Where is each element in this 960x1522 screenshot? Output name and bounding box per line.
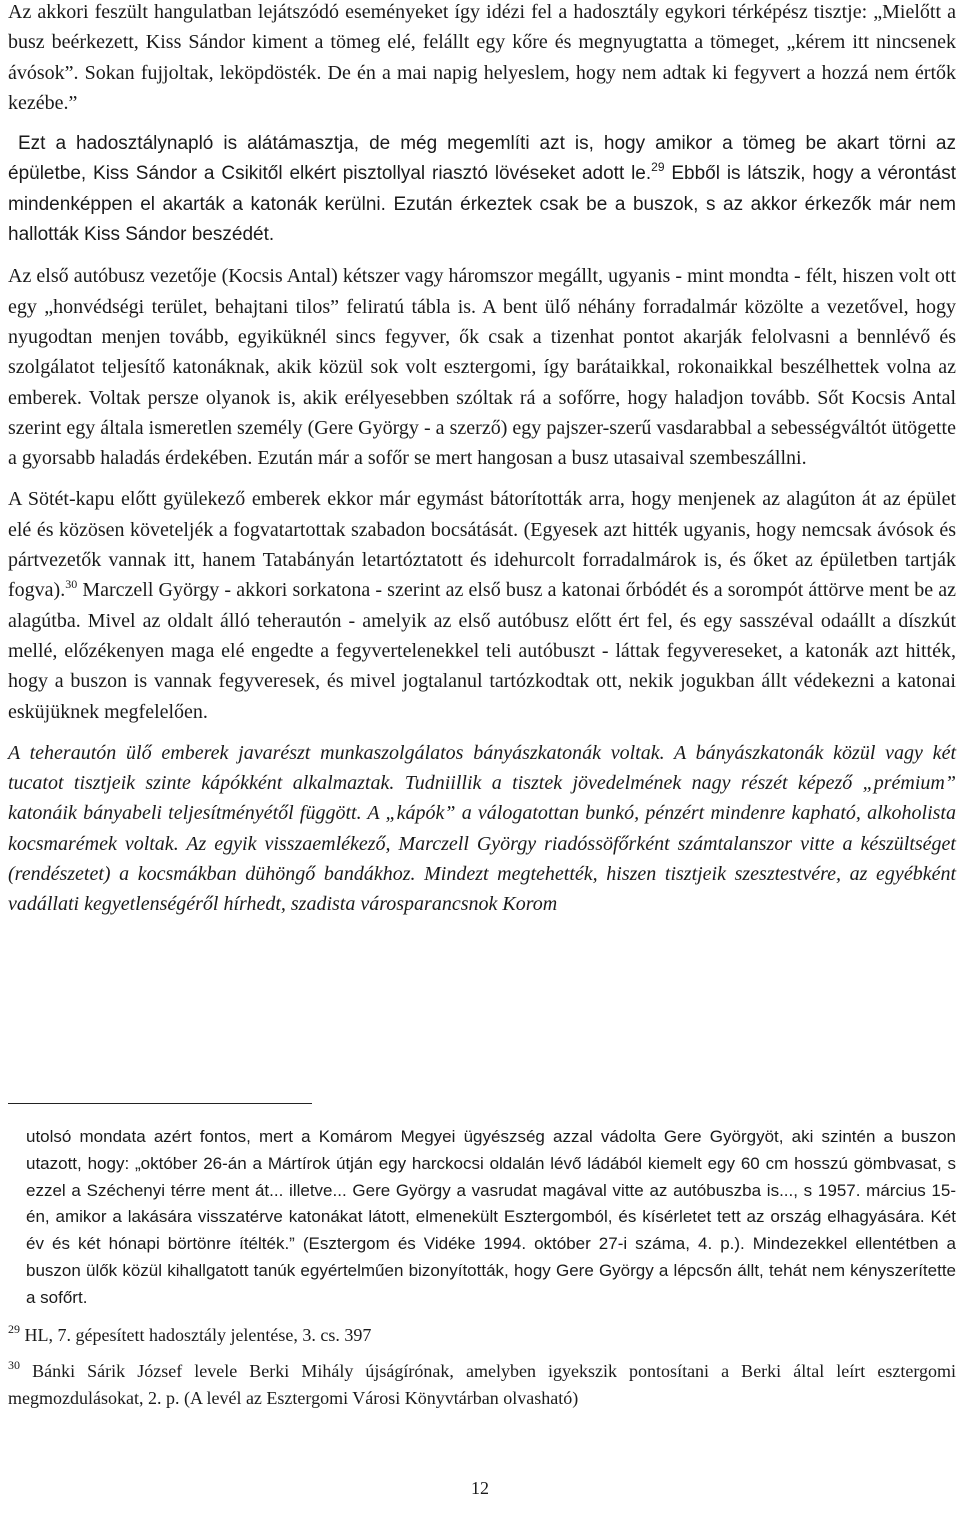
- paragraph-2: [8, 129, 956, 250]
- paragraph-text: Az első autóbusz vezetője (Kocsis Antal) kétszer vagy háromszor megállt, ugyanis - mint mondta - félt, hiszen volt ott egy „honvédségi terület, behajtani tilos” feliratú tábla is. A bent ülő néhány forradalmár közölte a vezetővel, hogy nyugodtan menjen tovább, egyiküknél sincs fegyver, ők csak a tizenhat pontot akarják felolvasni a bennlévő és szolgálatot teljesítő katonáknak, akik közül sok volt esztergomi, így barátaikkal, rokonaikkal beszélhettek volna az emberek. Voltak persze olyanok is, akik erélyesebben szóltak rá a sofőrre, hogy haladjon tovább. Sőt Kocsis Antal szerint egy általa ismeretlen személy (Gere György - a szerző) egy pajszer-szerű vasdarabbal a sebességváltót ütögette a gyorsabb haladás érdekében. Ezután már a sofőr se mert hangosan a busz utasaival szembeszállni.: [8, 265, 956, 470]
- footnote-separator: [8, 1103, 312, 1104]
- paragraph-1: [8, 0, 956, 118]
- paragraph-text: Az akkori feszült hangulatban lejátszódó eseményeket így idézi fel a hadosztály egykori térképész tisztje: „Mielőtt a busz beérkezett, Kiss Sándor kiment a tömeg elé, felállt egy kőre és megnyugtatta a tömeget, „kérem itt nincsenek ávósok”. Sokan fujjoltak, leköpdösték. De én a mai napig helyeslem, hogy nem adtak ki fegyvert a hozzá nem értők kezébe.”: [8, 1, 956, 114]
- footnote-number: 30: [8, 1358, 20, 1373]
- page-number: 12: [471, 1478, 489, 1498]
- paragraph-5: [8, 738, 956, 920]
- footnote-text: HL, 7. gépesített hadosztály jelentése, 3. cs. 397: [24, 1324, 372, 1345]
- paragraph-text: Marczell György - akkori sorkatona - szerint az első busz a katonai őrbódét és a sorompót áttörve ment be az alagútba. Mivel az oldalt álló teherautón - amelyik az első autóbusz előtt ért fel, és egy sasszéval odaállt a díszkút mellé, előzékenyen maga elé engedte a fegyvertelenekkel teli autóbuszt - láttak fegyvereseket, a katonák azt hitték, hogy a buszon is vannak fegyveresek, és mivel jogtalanul tartózkodtak ott, nekik jogukban állt védekezni a katonai esküjüknek megfelelően.: [8, 579, 956, 723]
- footnote-continuation: utolsó mondata azért fontos, mert a Komárom Megyei ügyészség azzal vádolta Gere Györgyöt, aki szintén a buszon utazott, hogy: „október 26-án a Mártírok útján egy harckocsi oldalán lévő ládából kiemelt egy 60 cm hosszú gömbvasat, s ezzel a Széchenyi térre ment át... illetve... Gere György a vasrudat magával vitte az autóbuszba is..., s 1957. március 15-én, amikor a lakására visszatérve katonákat látott, elmenekült Esztergomból, és kísérletet tett az ország elhagyására. Két év és két hónapi börtönre ítélték.” (Esztergom és Vidéke 1994. október 27-i száma, 4. p.). Mindezekkel ellentétben a buszon ülők közül kihallgatott tanúk egyértelműen bizonyították, hogy Gere György a lépcsőn állt, tehát nem kényszerítette a sofőrt.: [26, 1127, 956, 1307]
- paragraph-text: A teherautón ülő emberek javarészt munkaszolgálatos bányászkatonák voltak. A bányászkatonák közül vagy két tucatot tisztjeik szinte kápókként alkalmaztak. Tudniillik a tisztek jövedelmének nagy részét képező „prémium” katonáik bányabeli teljesítményétől függött. A „kápók” a válogatottan bunkó, pénzért mindenre kapható, alkoholista kocsmarémek voltak. Az egyik visszaemlékező, Marczell György riadóssöfőrként számtalanszor vitte a készültséget (rendészetet) a kocsmákban dühöngő bandákhoz. Mindezt megtehették, hiszen tisztjeik szesztestvére, az egyébként vadállati kegyetlenségéről hírhedt, szadista városparancsnok Korom: [8, 741, 956, 916]
- footnote-ref-30[interactable]: 30: [65, 577, 78, 592]
- footnote-29: [8, 1322, 956, 1349]
- paragraph-4: [8, 484, 956, 726]
- footnote-30: [8, 1358, 956, 1412]
- paragraph-text: A Sötét-kapu előtt gyülekező emberek ekkor már egymást bátorították arra, hogy menjenek az alagúton át az épület elé és közösen követeljék a fogvatartottak szabadon bocsátását. (Egyesek azt hitték ugyanis, hogy nemcsak ávósok és pártvezetők vannak itt, hanem Tatabányán letartóztatott és idehurcolt forradalmárok is, és őket az épületben tartják fogva).: [8, 488, 956, 602]
- paragraph-text: Ezt a hadosztálynapló is alátámasztja, de még megemlíti azt is, hogy amikor a tömeg be akart törni az épületbe, Kiss Sándor a Csikitől elkért pisztollyal riasztó lövéseket adott le.: [8, 133, 956, 185]
- footnote-text: Bánki Sárik József levele Berki Mihály újságírónak, amelyben igyekszik pontosítani a Berki által leírt esztergomi megmozdulásokat, 2. p. (A levél az Esztergomi Városi Könyvtárban olvasható): [8, 1361, 956, 1409]
- footnote-number: 29: [8, 1321, 20, 1336]
- paragraph-text: Ebből is látszik, hogy a vérontást mindenképpen el akarták a katonák kerülni. Ezután érkeztek csak be a buszok, s az akkor érkezők már nem hallották Kiss Sándor beszédét.: [8, 163, 956, 246]
- paragraph-3: [8, 261, 956, 473]
- footnote-ref-29[interactable]: 29: [651, 160, 665, 175]
- footnotes: [8, 1124, 956, 1412]
- main-text: [8, 0, 956, 931]
